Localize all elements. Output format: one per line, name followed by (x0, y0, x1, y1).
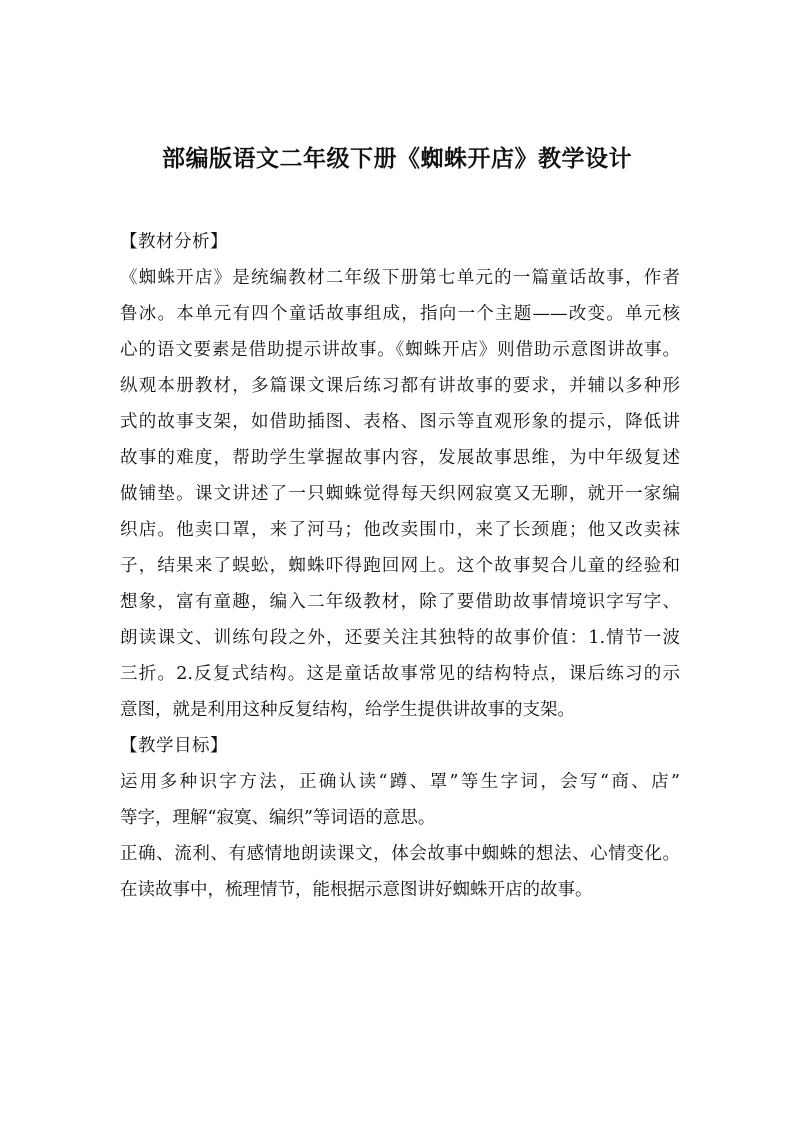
paragraph-line: 鲁冰。本单元有四个童话故事组成，指向一个主题——改变。单元核 (120, 304, 680, 324)
paragraph-line: 纵观本册教材，多篇课文课后练习都有讲故事的要求，并辅以多种形 (120, 376, 680, 396)
goal-line: 等字，理解“寂寞、编织”等词语的意思。 (120, 808, 436, 828)
paragraph-line: 织店。他卖口罩，来了河马；他改卖围巾，来了长颈鹿；他又改卖袜 (120, 520, 680, 540)
goal-line: 在读故事中，梳理情节，能根据示意图讲好蜘蛛开店的故事。 (120, 880, 593, 900)
goal-line: 正确、流利、有感情地朗读课文，体会故事中蜘蛛的想法、心情变化。 (120, 844, 680, 864)
paragraph-line: 《蜘蛛开店》是统编教材二年级下册第七单元的一篇童话故事，作者 (120, 268, 680, 288)
section-teaching-goals (120, 728, 680, 908)
paragraph-line: 故事的难度，帮助学生掌握故事内容，发展故事思维，为中年级复述 (120, 448, 680, 468)
goal-line: 运用多种识字方法，正确认读“蹲、罩”等生字词，会写“商、店” (120, 772, 680, 792)
paragraph-line: 朗读课文、训练句段之外，还要关注其独特的故事价值：1.情节一波 (120, 628, 680, 648)
paragraph-line: 子，结果来了蜈蚣，蜘蛛吓得跑回网上。这个故事契合儿童的经验和 (120, 556, 680, 576)
paragraph-line: 做铺垫。课文讲述了一只蜘蛛觉得每天织网寂寞又无聊，就开一家编 (120, 484, 680, 504)
section-heading: 【教学目标】 (120, 736, 228, 756)
paragraph-line: 意图，就是利用这种反复结构，给学生提供讲故事的支架。 (120, 700, 575, 720)
document-title: 部编版语文二年级下册《蜘蛛开店》教学设计 (162, 146, 632, 172)
section-textbook-analysis (120, 224, 680, 728)
section-heading: 【教材分析】 (120, 232, 228, 252)
paragraph-line: 心的语文要素是借助提示讲故事。《蜘蛛开店》则借助示意图讲故事。 (120, 340, 680, 360)
document-body (120, 224, 680, 908)
paragraph-line: 式的故事支架，如借助插图、表格、图示等直观形象的提示，降低讲 (120, 412, 680, 432)
paragraph-line: 三折。2.反复式结构。这是童话故事常见的结构特点，课后练习的示 (120, 664, 680, 684)
paragraph-line: 想象，富有童趣，编入二年级教材，除了要借助故事情境识字写字、 (120, 592, 680, 612)
